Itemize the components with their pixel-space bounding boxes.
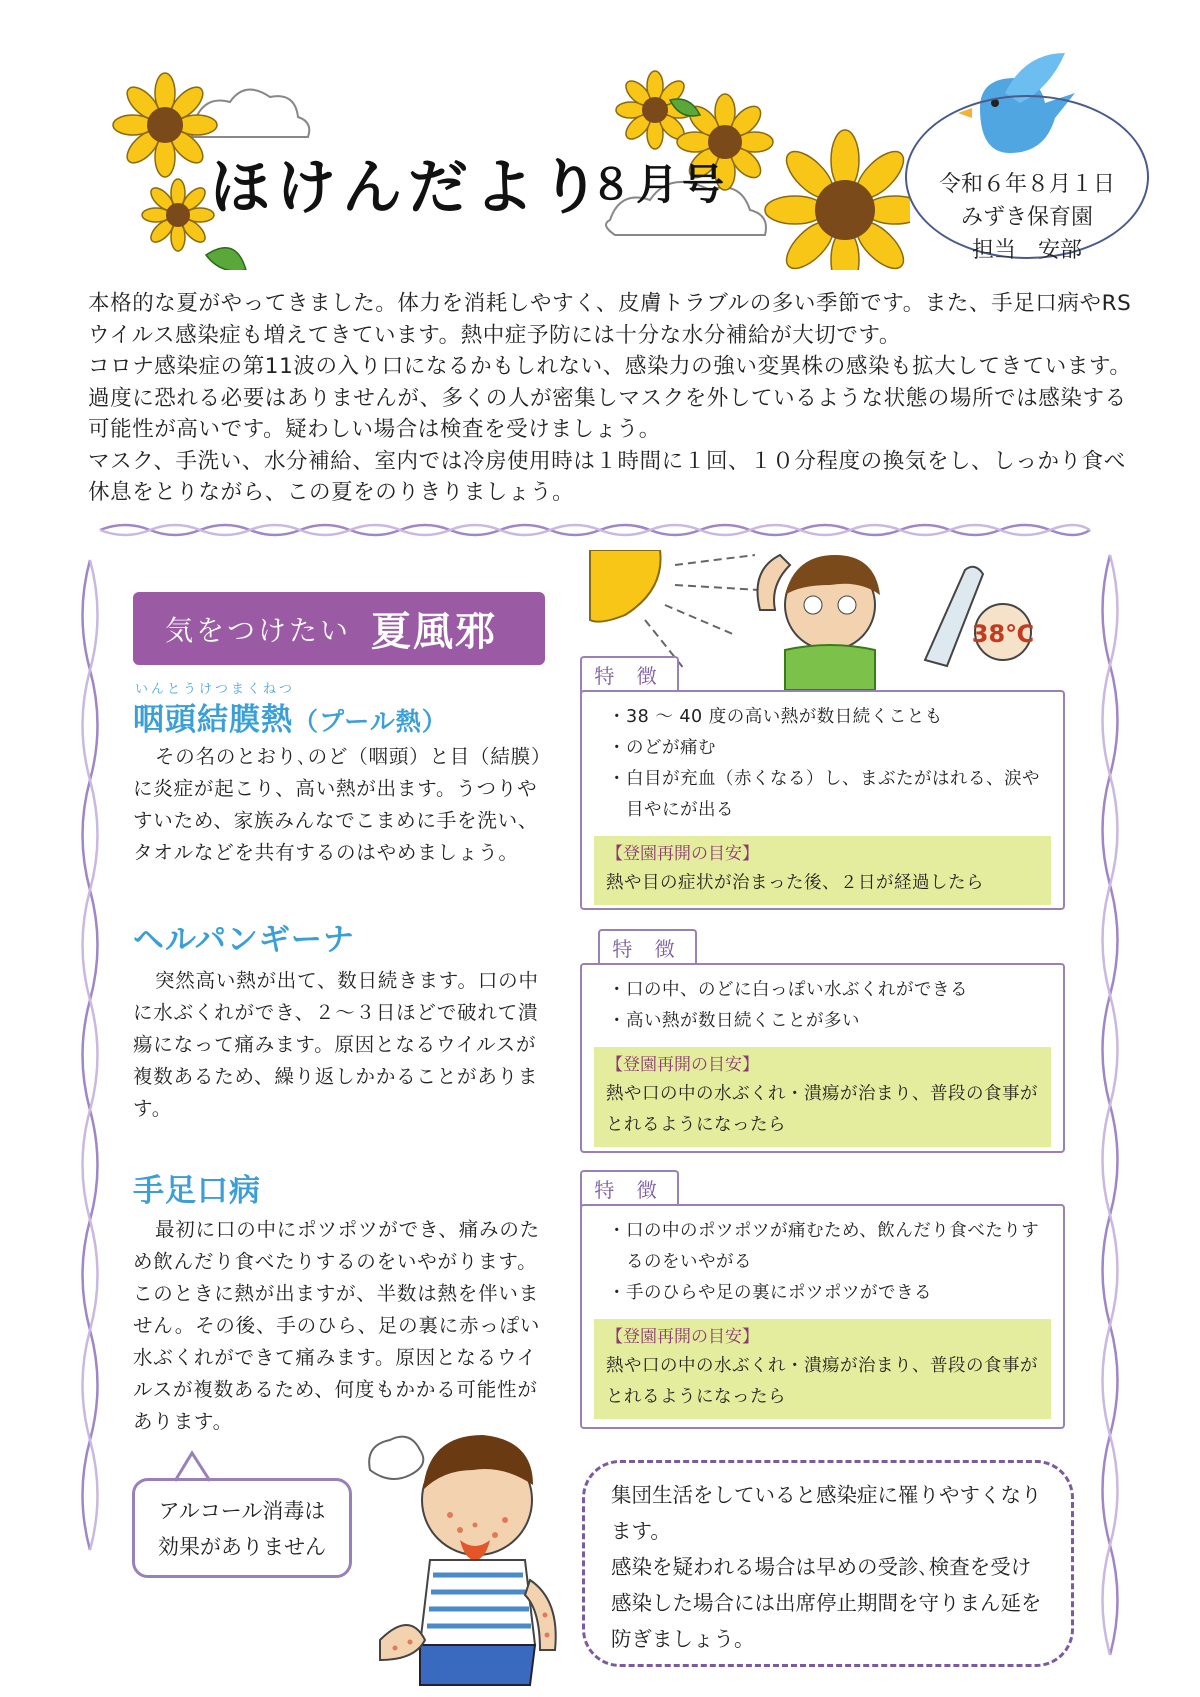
disease-alias: （プール熱） — [293, 707, 448, 736]
features-tab: 特 徴 — [580, 1170, 679, 1208]
alcohol-note: アルコール消毒は効果がありません — [132, 1478, 352, 1578]
disease-title — [133, 694, 448, 739]
feature-item: ・高い熱が数日続くことが多い — [608, 1011, 860, 1031]
issue-info — [905, 95, 1149, 263]
section-title-small: 気をつけたい — [165, 613, 352, 647]
thermometer-reading: 38℃ — [971, 620, 1035, 648]
disease-title — [133, 1165, 261, 1210]
features-tab: 特 徴 — [598, 929, 697, 967]
note-paragraph: 集団生活をしていると感染症に罹りやすくなります。 — [611, 1483, 1042, 1543]
group-life-note — [582, 1460, 1074, 1667]
features-tab: 特 徴 — [580, 656, 679, 694]
sick-boy-illustration — [365, 1430, 575, 1690]
disease-name: 咽頭結膜熱 — [133, 702, 293, 738]
disease-description: 突然高い熱が出て、数日続きます。口の中に水ぶくれができ、２～３日ほどで破れて潰瘍になって痛みます。原因となるウイルスが複数あるため、繰り返しかかることがあります。 — [133, 969, 539, 1120]
feature-item: ・口の中、のどに白っぽい水ぶくれができる — [608, 980, 968, 1000]
issue-date: 令和６年８月１日 — [938, 172, 1115, 197]
intro-paragraph: 本格的な夏がやってきました。体力を消耗しやすく、皮膚トラブルの多い季節です。また、手足口病やRSウイルス感染症も増えてきています。熱中症予防には十分な水分補給が大切です。 — [88, 291, 1132, 348]
intro-paragraph: コロナ感染症の第11波の入り口になるかもしれない、感染力の強い変異株の感染も拡大してきています。過度に恐れる必要はありませんが、多くの人が密集しマスクを外しているような状態の場所では感染する可能性が高いです。疑わしい場合は検査を受けましょう。 — [88, 354, 1132, 442]
feature-item: ・38 ～ 40 度の高い熱が数日続くことも — [608, 707, 943, 727]
intro-paragraph: マスク、手洗い、水分補給、室内では冷房使用時は１時間に１回、１０分程度の換気をし、しっかり食べ休息をとりながら、この夏をのりきりましょう。 — [88, 448, 1126, 505]
note-paragraph: 感染を疑われる場合は早めの受診､検査を受け感染した場合には出席停止期間を守りまん延を防ぎましょう。 — [611, 1555, 1042, 1651]
newsletter-title: ほけんだより — [210, 153, 606, 223]
school-name: みずき保育園 — [960, 205, 1093, 230]
reopen-guideline — [594, 1319, 1051, 1419]
disease-description: その名のとおり､のど（咽頭）と目（結膜）に炎症が起こり、高い熱が出ます。うつりやすいため、家族みんなでこまめに手を洗い、タオルなどを共有するのはやめましょう。 — [133, 745, 542, 864]
feature-item: ・口の中のポツポツが痛むため、飲んだり食べたりするのをいやがる — [608, 1221, 1040, 1272]
section-title — [133, 592, 545, 665]
reopen-text: 熱や口の中の水ぶくれ・潰瘍が治まり、普段の食事がとれるようになったら — [606, 1356, 1038, 1407]
disease-name: 手足口病 — [133, 1173, 261, 1209]
feature-item: ・のどが痛む — [608, 738, 716, 758]
reopen-label: 【登園再開の目安】 — [606, 1327, 759, 1347]
intro-text — [88, 288, 1133, 509]
reopen-guideline — [594, 836, 1051, 905]
disease-ruby: いんとうけつまくねつ — [135, 682, 296, 697]
reopen-guideline — [594, 1047, 1051, 1147]
disease-title — [133, 914, 355, 959]
features-box — [580, 1204, 1065, 1429]
disease-name: ヘルパンギーナ — [133, 922, 355, 958]
reopen-label: 【登園再開の目安】 — [606, 844, 759, 864]
staff-name: 担当 安部 — [971, 238, 1082, 263]
section-title-big: 夏風邪 — [371, 609, 498, 655]
reopen-text: 熱や口の中の水ぶくれ・潰瘍が治まり、普段の食事がとれるようになったら — [606, 1084, 1038, 1135]
issue-label: ８月号 — [590, 160, 729, 209]
reopen-label: 【登園再開の目安】 — [606, 1055, 759, 1075]
disease-description: 最初に口の中にポツポツができ、痛みのため飲んだり食べたりするのをいやがります。このときに熱が出ますが、半数は熱を伴いません。その後、手のひら、足の裏に赤っぽい水ぶくれができて痛みます。原因となるウイルスが複数あるため、何度もかかる可能性があります。 — [133, 1218, 541, 1433]
reopen-text: 熱や目の症状が治まった後、２日が経過したら — [606, 873, 984, 893]
features-box — [580, 690, 1065, 910]
features-box — [580, 963, 1065, 1153]
feature-item: ・白目が充血（赤くなる）し、まぶたがはれる、涙や目やにが出る — [608, 769, 1040, 820]
feature-item: ・手のひらや足の裏にポツポツができる — [608, 1283, 932, 1303]
